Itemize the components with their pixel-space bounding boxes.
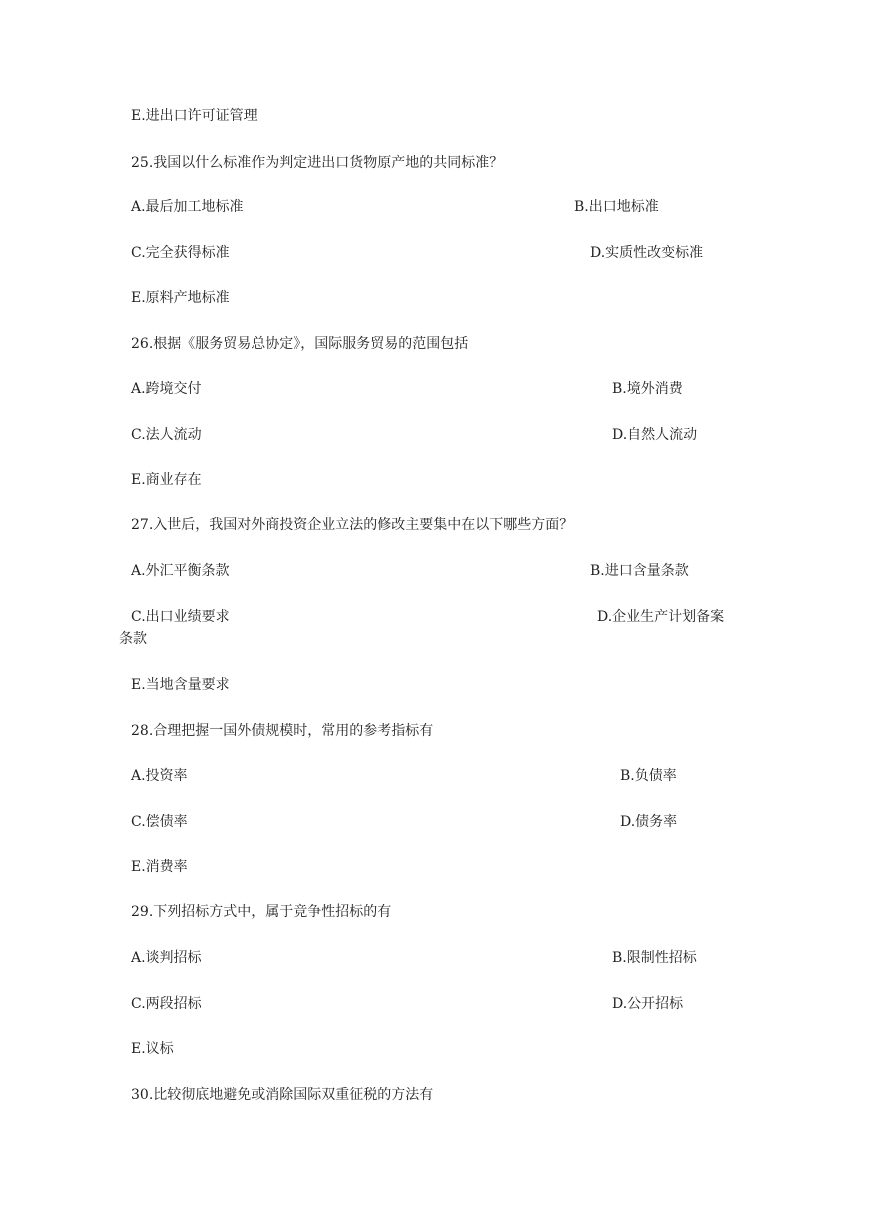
option-d-q27-continued: 条款 [119,631,147,647]
option-e-q25: E.原料产地标准 [131,290,230,306]
option-a-q27: A.外汇平衡条款 [131,563,230,579]
option-a-q29: A.谈判招标 [131,950,202,966]
option-e-q28: E.消费率 [131,859,188,875]
option-c-q26: C.法人流动 [131,427,202,443]
question-25: 25.我国以什么标准作为判定进出口货物原产地的共同标准？ [131,155,504,171]
option-b-q29: B.限制性招标 [612,950,697,966]
option-c-q27: C.出口业绩要求 [131,609,230,625]
option-c-q25: C.完全获得标准 [131,245,230,261]
option-b-q26: B.境外消费 [612,381,683,397]
option-e-q27: E.当地含量要求 [131,677,230,693]
option-c-q28: C.偿债率 [131,814,188,830]
question-28: 28.合理把握一国外债规模时，常用的参考指标有 [131,723,434,739]
question-27: 27.入世后，我国对外商投资企业立法的修改主要集中在以下哪些方面？ [131,517,574,533]
option-a-q25: A.最后加工地标准 [131,199,244,215]
option-c-q29: C.两段招标 [131,996,202,1012]
question-26: 26.根据《服务贸易总协定》，国际服务贸易的范围包括 [131,336,469,352]
option-d-q28: D.债务率 [620,814,678,830]
option-d-q25: D.实质性改变标准 [590,245,704,261]
question-29: 29.下列招标方式中，属于竞争性招标的有 [131,904,392,920]
option-a-q28: A.投资率 [131,768,188,784]
option-d-q26: D.自然人流动 [612,427,698,443]
option-b-q25: B.出口地标准 [574,199,659,215]
option-a-q26: A.跨境交付 [131,381,202,397]
question-30: 30.比较彻底地避免或消除国际双重征税的方法有 [131,1087,434,1103]
option-e-q24: E.进出口许可证管理 [131,108,258,124]
option-e-q26: E.商业存在 [131,472,202,488]
option-d-q27: D.企业生产计划备案 [597,609,725,625]
option-e-q29: E.议标 [131,1041,174,1057]
option-b-q27: B.进口含量条款 [590,563,689,579]
option-b-q28: B.负债率 [620,768,677,784]
option-d-q29: D.公开招标 [612,996,684,1012]
